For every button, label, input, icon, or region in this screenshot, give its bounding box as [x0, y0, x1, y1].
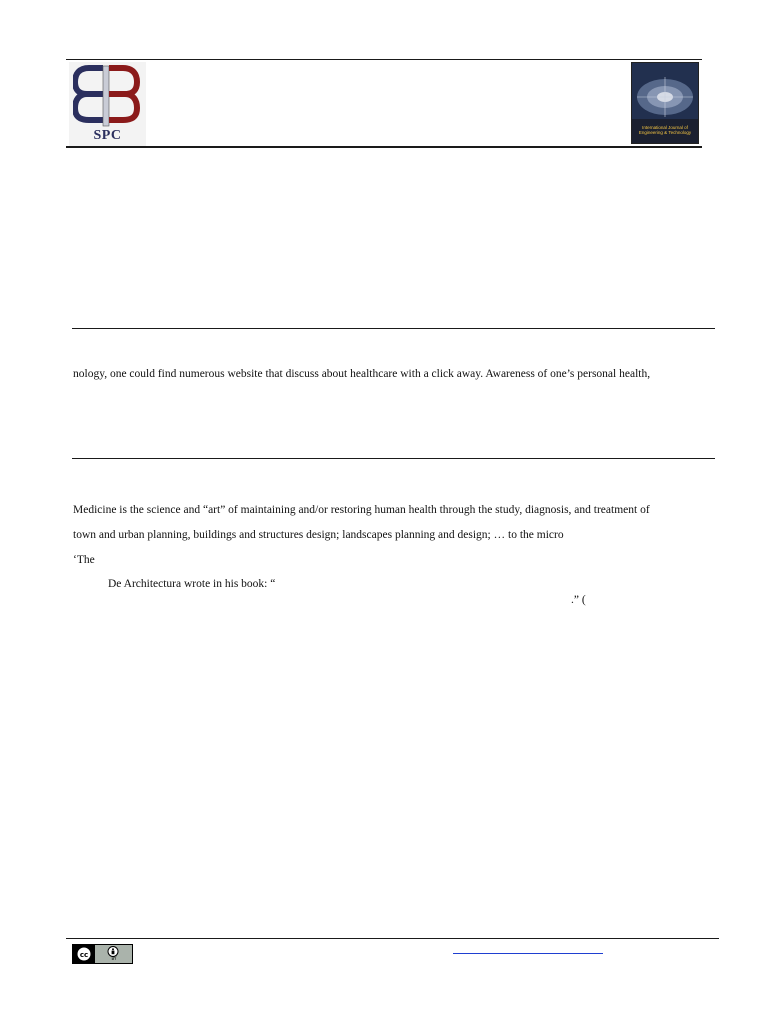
cc-badge-by-label: BY — [111, 956, 117, 961]
abstract-top-rule — [72, 328, 715, 329]
publisher-logo-mark — [73, 64, 141, 128]
intro-paragraph-line-1: Medicine is the science and “art” of maintaining and/or restoring human health through the study, diagnosis, and treatment of — [73, 504, 650, 516]
abstract-text-line: nology, one could find numerous website that discuss about healthcare with a click away. Awareness of one’s personal health, — [73, 368, 651, 380]
svg-text:cc: cc — [79, 951, 89, 959]
intro-paragraph-line-3: ‘The — [73, 554, 95, 566]
doi-link-underline[interactable] — [453, 953, 603, 954]
intro-paragraph-line-2: town and urban planning, buildings and structures design; landscapes planning and design; … to the micro — [73, 529, 564, 541]
journal-cover-image — [631, 62, 699, 144]
cc-icon — [75, 946, 93, 962]
abstract-bottom-rule — [72, 458, 715, 459]
footer-rule — [66, 938, 719, 939]
publisher-logo — [69, 62, 146, 146]
intro-paragraph-line-4: De Architectura wrote in his book: “ — [108, 578, 276, 590]
intro-paragraph-line-5: .” ( — [571, 594, 586, 606]
publisher-logo-text: SPC — [93, 128, 122, 143]
header-bottom-rule — [66, 146, 702, 148]
creative-commons-license-badge[interactable] — [72, 944, 133, 964]
journal-cover-caption: International Journal of Engineering & Technology — [638, 125, 692, 135]
header-top-rule — [66, 59, 702, 60]
